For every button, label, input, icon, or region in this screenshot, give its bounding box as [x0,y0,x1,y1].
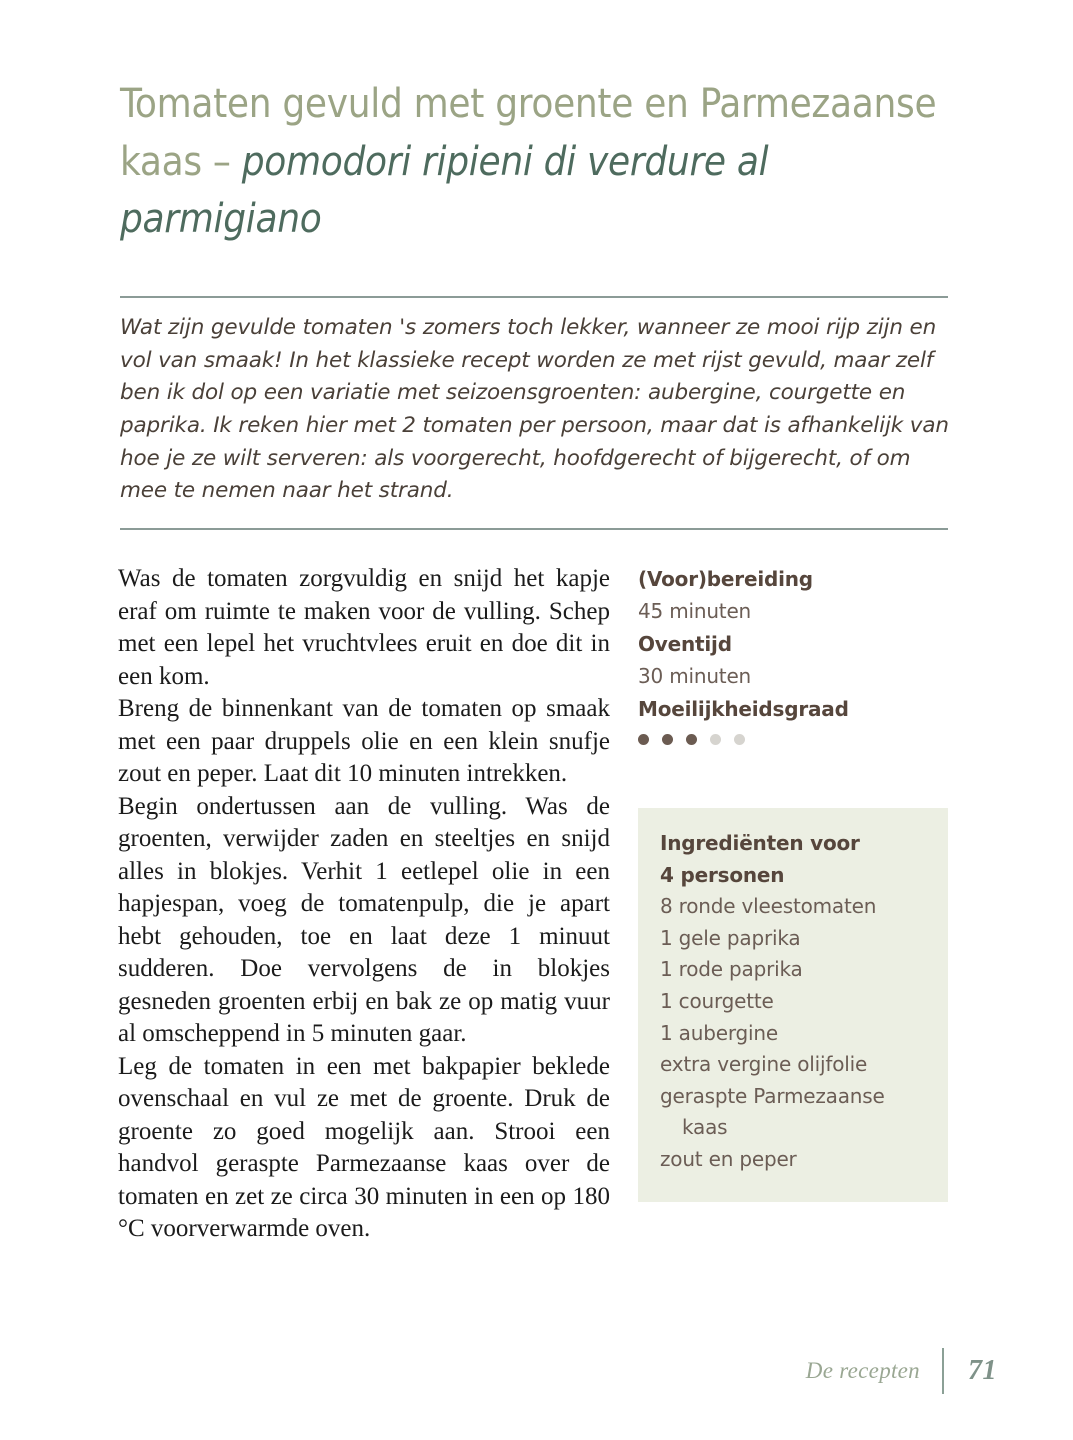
difficulty-label: Moeilijkheidsgraad [638,696,849,721]
difficulty-dot-empty [710,734,721,745]
footer-section-label: De recepten [805,1358,920,1383]
ingredients-list [660,891,926,1175]
ingredients-heading-line2: 4 personen [660,862,785,887]
difficulty-dot-empty [734,734,745,745]
oven-time-value: 30 minuten [638,664,752,689]
recipe-meta-column [638,563,958,745]
instructions-column [118,563,610,1246]
ingredients-heading-line1: Ingrediënten voor [660,831,860,855]
prep-time-value: 45 minuten [638,599,752,624]
ingredient-item: zout en peper [660,1146,797,1171]
ingredient-item: extra vergine olijfolie [660,1052,868,1077]
difficulty-dot-filled [638,734,649,745]
oven-time-label: Oventijd [638,631,732,656]
ingredients-box [638,808,948,1202]
page-footer [806,1348,997,1394]
difficulty-dot-filled [662,734,673,745]
instruction-steps [118,563,610,1246]
page-title [120,76,958,249]
title-block [120,76,958,249]
recipe-meta [638,563,958,745]
prep-time-label: (Voor)bereiding [638,567,813,591]
title-dutch-part: Tomaten gevuld met groente en Parmezaanse kaas [120,81,937,185]
difficulty-rating [638,734,958,745]
title-italian-part: pomodori ripieni di verdure al parmigiano [120,138,769,243]
ingredient-item: 1 aubergine [660,1020,778,1045]
ingredient-item: 1 courgette [660,988,774,1013]
ingredient-item: 1 rode paprika [660,957,803,982]
page-number: 71 [968,1355,997,1386]
instruction-step: Leg de tomaten in een met bakpapier beklede ovenschaal en vul ze met de groente. Druk de groente zo goed mogelijk aan. Strooi een handvol geraspte Parmezaanse kaas over de tomaten en zet ze circa 30 minuten in een op 180 °C voorverwarmde oven. [118,1052,610,1242]
divider-below-intro [120,528,948,530]
instruction-step: Breng de binnenkant van de tomaten op smaak met een paar druppels olie en een klein snufje zout en peper. Laat dit 10 minuten intrekken. [118,695,610,787]
ingredient-item: 1 gele paprika [660,925,801,950]
ingredient-item: 8 ronde vleestomaten [660,894,877,919]
title-dash: – [201,138,242,185]
instruction-step: Was de tomaten zorgvuldig en snijd het kapje eraf om ruimte te maken voor de vulling. Schep met een lepel het vruchtvlees eruit en doe dit in een kom. [118,565,610,690]
divider-above-intro [120,296,948,298]
intro-paragraph: Wat zijn gevulde tomaten 's zomers toch lekker, wanneer ze mooi rijp zijn en vol van smaak! In het klassieke recept worden ze met rijst gevuld, maar zelf ben ik dol op een variatie met seizoensgroenten: aubergine, courgette en paprika. Ik reken hier met 2 tomaten per persoon, maar dat is afhankelijk van hoe je ze wilt serveren: als voorgerecht, hoofdgerecht of bijgerecht, of om mee te nemen naar het strand. [120,315,949,504]
ingredient-item: geraspte Parmezaanse kaas [660,1083,885,1140]
instruction-step: Begin ondertussen aan de vulling. Was de groenten, verwijder zaden en steeltjes en snijd alles in blokjes. Verhit 1 eetlepel olie in een hapjespan, voeg de tomatenpulp, die je apart hebt gehouden, toe en laat deze 1 minuut sudderen. Doe vervolgens de in blokjes gesneden groenten erbij en bak ze op matig vuur al omscheppend in 5 minuten gaar. [118,792,610,1047]
difficulty-dot-filled [686,734,697,745]
